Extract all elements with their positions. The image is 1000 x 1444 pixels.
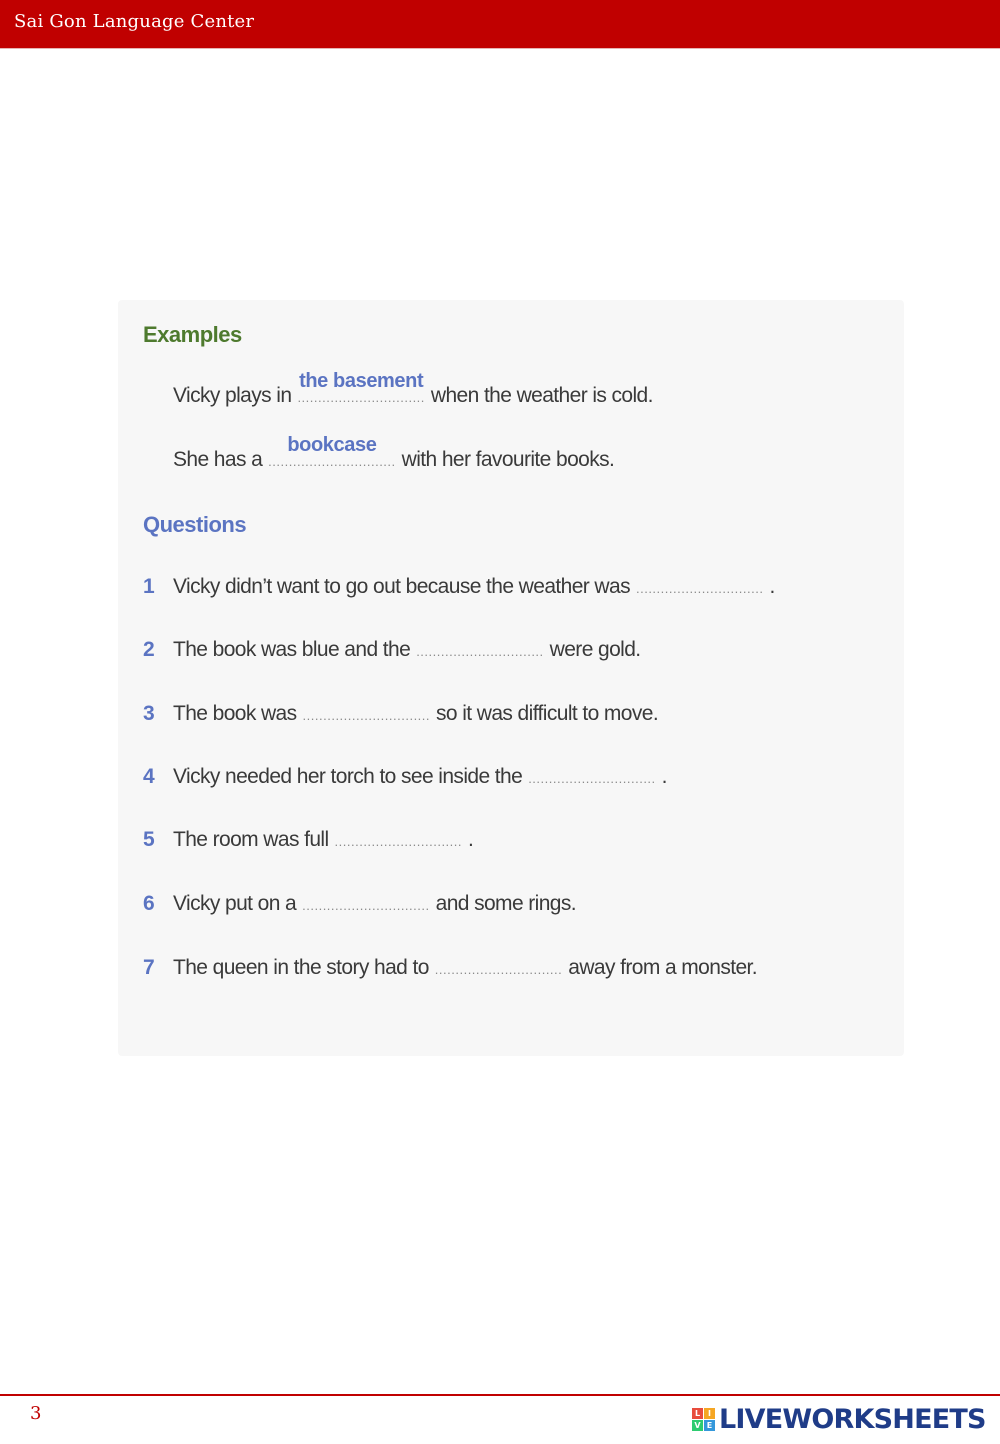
question-text-after: were gold. [549,638,641,661]
question-line [173,765,667,789]
question-number: 6 [143,892,155,915]
liveworksheets-logo-icon [692,1408,715,1431]
logo-letter-e: E [704,1420,715,1431]
answer-blank[interactable]: ............................... [302,898,430,913]
question-number: 1 [143,575,155,598]
brand-logo[interactable] [692,1403,986,1435]
answer-blank[interactable]: ............................... [416,644,544,659]
answer-blank[interactable]: ............................... the basement [297,370,425,405]
question-line [173,956,757,980]
logo-letter-i: I [704,1408,715,1419]
example-answer: bookcase [287,434,377,456]
page-number: 3 [30,1403,42,1424]
examples-heading: Examples [143,322,242,347]
question-text-after: . [661,765,667,788]
question-text-after: . [769,575,775,598]
question-text-after: so it was difficult to move. [436,702,659,725]
question-text-before: Vicky didn’t want to go out because the weather was [173,575,630,598]
question-line [173,702,658,726]
question-text-before: Vicky needed her torch to see inside the [173,765,523,788]
logo-letter-v: V [692,1420,703,1431]
question-line [173,892,576,916]
example-line [173,370,653,408]
question-text-before: The queen in the story had to [173,956,429,979]
question-number: 3 [143,702,155,725]
worksheet-image-panel [118,300,904,1056]
header-bar [0,0,1000,49]
question-text-after: and some rings. [435,892,577,915]
question-text-before: Vicky put on a [173,892,297,915]
example-line [173,434,615,472]
question-line [173,828,473,852]
header-title: Sai Gon Language Center [14,11,255,32]
answer-blank[interactable]: ............................... [302,708,431,723]
question-text-before: The book was [173,702,297,725]
questions-heading: Questions [143,512,247,537]
question-text-before: The room was full [173,828,329,851]
example-text-after: when the weather is cold. [430,384,653,407]
question-number: 2 [143,638,155,661]
answer-blank[interactable]: ............................... bookcase [268,434,396,469]
brand-name: LIVEWORKSHEETS [719,1403,986,1435]
question-number: 4 [143,765,155,788]
logo-letter-l: L [692,1408,703,1419]
example-text-after: with her favourite books. [401,448,615,471]
answer-blank[interactable]: ............................... [635,581,764,596]
example-answer: the basement [299,370,424,392]
question-text-after: . [468,828,474,851]
question-number: 5 [143,828,155,851]
answer-blank[interactable]: ............................... [334,834,462,849]
question-number: 7 [143,956,155,979]
question-text-before: The book was blue and the [173,638,411,661]
footer-divider [0,1394,1000,1396]
question-text-after: away from a monster. [568,956,758,979]
question-line [173,575,775,599]
answer-blank[interactable]: ............................... [434,962,563,977]
answer-blank[interactable]: ............................... [528,771,656,786]
example-text-before: She has a [173,448,263,471]
example-text-before: Vicky plays in [173,384,292,407]
question-line [173,638,641,662]
